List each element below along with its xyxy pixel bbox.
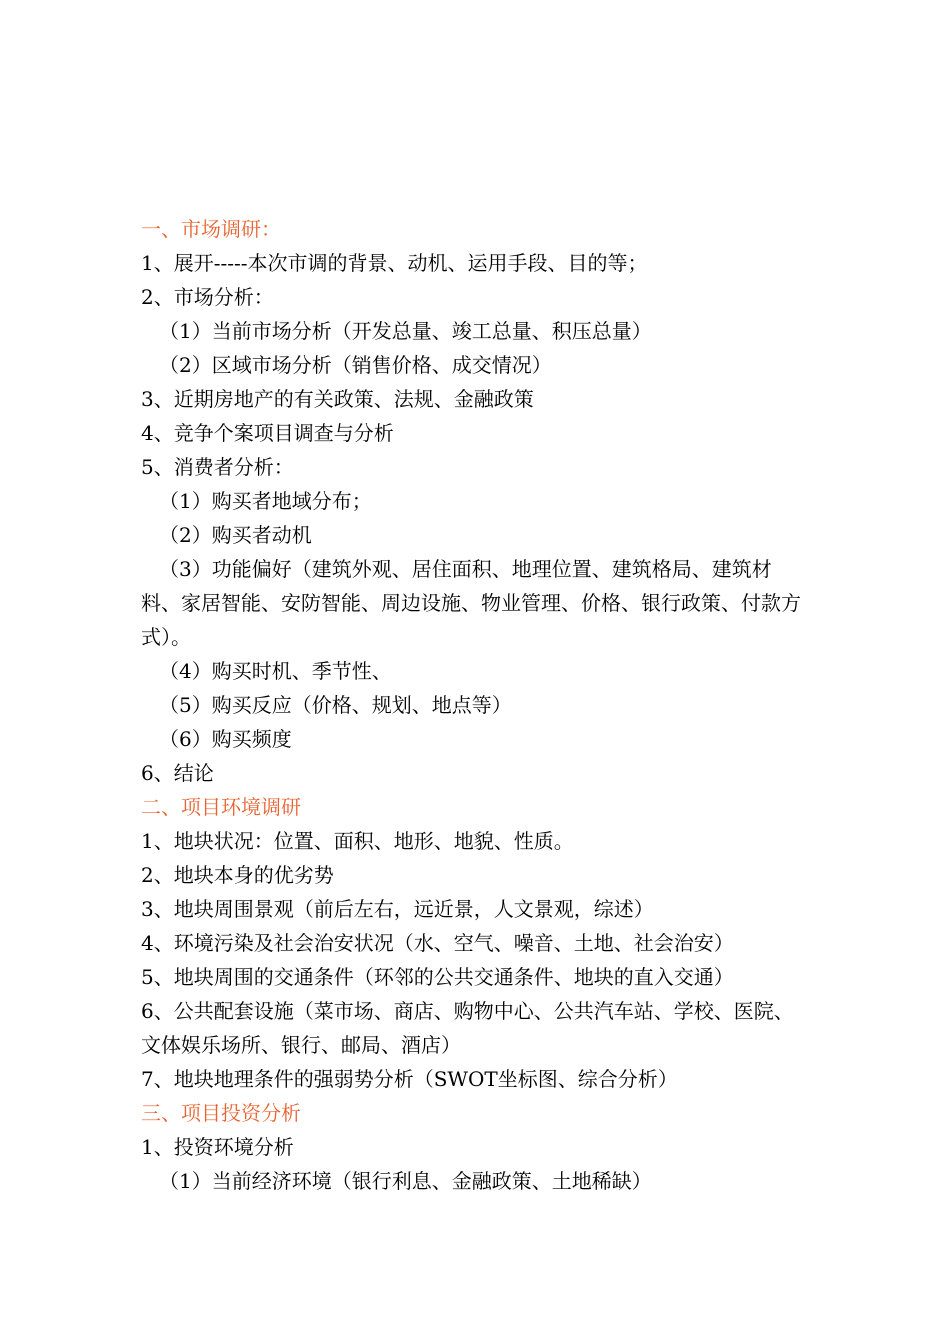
section-heading-investment-analysis: 三、项目投资分析 bbox=[141, 1101, 301, 1125]
list-item: 1、展开-----本次市调的背景、动机、运用手段、目的等； bbox=[141, 251, 648, 275]
list-item: 5、消费者分析： bbox=[141, 455, 294, 479]
list-subitem-text: （3）功能偏好（建筑外观、居住面积、地理位置、建筑格局、建筑材料、家居智能、安防智能、周边设施、物业管理、价格、银行政策、付款方式）。 bbox=[141, 557, 801, 649]
list-item: 1、投资环境分析 bbox=[141, 1135, 294, 1159]
list-item: 2、市场分析： bbox=[141, 285, 274, 309]
list-item: 6、结论 bbox=[141, 761, 214, 785]
list-item: 4、环境污染及社会治安状况（水、空气、噪音、土地、社会治安） bbox=[141, 931, 734, 955]
list-subitem: （4）购买时机、季节性、 bbox=[159, 659, 392, 683]
list-item: 2、地块本身的优劣势 bbox=[141, 863, 334, 887]
list-subitem: （1）当前市场分析（开发总量、竣工总量、积压总量） bbox=[159, 319, 652, 343]
list-item: 3、近期房地产的有关政策、法规、金融政策 bbox=[141, 387, 534, 411]
list-subitem: （1）当前经济环境（银行利息、金融政策、土地稀缺） bbox=[159, 1169, 652, 1193]
list-item: 5、地块周围的交通条件（环邻的公共交通条件、地块的直入交通） bbox=[141, 965, 734, 989]
list-subitem: （2）区域市场分析（销售价格、成交情况） bbox=[159, 353, 552, 377]
list-subitem: （5）购买反应（价格、规划、地点等） bbox=[159, 693, 512, 717]
section-heading-market-research: 一、市场调研： bbox=[141, 217, 281, 241]
list-subitem: （1）购买者地域分布； bbox=[159, 489, 372, 513]
list-item: 1、地块状况：位置、面积、地形、地貌、性质。 bbox=[141, 829, 574, 853]
list-subitem: （6）购买频度 bbox=[159, 727, 292, 751]
list-subitem: （2）购买者动机 bbox=[159, 523, 312, 547]
list-item: 7、地块地理条件的强弱势分析（SWOT坐标图、综合分析） bbox=[141, 1067, 678, 1091]
list-subitem-wrapped bbox=[141, 552, 801, 654]
document-body bbox=[141, 212, 801, 1198]
list-item: 3、地块周围景观（前后左右，远近景，人文景观，综述） bbox=[141, 897, 654, 921]
section-heading-project-environment: 二、项目环境调研 bbox=[141, 795, 301, 819]
list-item: 4、竞争个案项目调查与分析 bbox=[141, 421, 394, 445]
list-item-wrapped: 6、公共配套设施（菜市场、商店、购物中心、公共汽车站、学校、医院、文体娱乐场所、银行、邮局、酒店） bbox=[141, 999, 794, 1057]
